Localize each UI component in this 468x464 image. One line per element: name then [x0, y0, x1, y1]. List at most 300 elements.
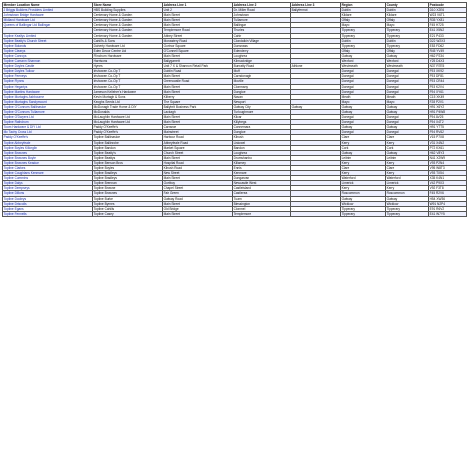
table-cell[interactable]: F94 X4T2: [429, 120, 467, 125]
table-cell[interactable]: Donegal: [341, 84, 386, 89]
table-cell[interactable]: Tipperary: [341, 211, 386, 216]
table-cell[interactable]: Topline Boyles Killorglin: [3, 145, 93, 150]
table-cell[interactable]: Galway: [341, 104, 386, 109]
table-cell[interactable]: Centenary Home & Garden: [93, 18, 163, 23]
table-cell[interactable]: Doherty Hardware Ltd: [93, 43, 163, 48]
table-cell[interactable]: Flinchurn Hardware: [93, 53, 163, 58]
table-cell[interactable]: Topline Beatty's: [93, 150, 163, 155]
table-cell[interactable]: Offaly: [386, 18, 429, 23]
table-cell[interactable]: Westmeath: [386, 64, 429, 69]
table-cell[interactable]: Kerry: [341, 160, 386, 165]
table-cell[interactable]: Wexford: [386, 59, 429, 64]
table-cell[interactable]: Abbeyfeale Road: [163, 140, 233, 145]
table-cell[interactable]: Main Street: [163, 201, 233, 206]
table-cell[interactable]: Topline Conroys: [3, 53, 93, 58]
table-cell[interactable]: Topline Brownes: [93, 191, 163, 196]
table-cell[interactable]: Irishowen Co-Op T: [93, 84, 163, 89]
table-cell[interactable]: O'Connell Square: [163, 48, 233, 53]
table-cell[interactable]: Meath: [386, 94, 429, 99]
table-cell[interactable]: Topline Murtaghs Sandymount: [3, 99, 93, 104]
table-cell[interactable]: Topline Doyles Castle: [3, 64, 93, 69]
table-cell[interactable]: F94 AV25: [429, 115, 467, 120]
table-cell[interactable]: H91 X6Y2: [429, 104, 467, 109]
table-cell[interactable]: Kilcar: [233, 115, 291, 120]
table-cell[interactable]: Cork: [341, 145, 386, 150]
table-cell[interactable]: McDonalds: [93, 109, 163, 114]
table-cell[interactable]: Castleisland: [233, 186, 291, 191]
table-cell[interactable]: Topline O'Connors Tullamore: [3, 109, 93, 114]
table-cell[interactable]: Keoghs Seeds Ltd: [93, 99, 163, 104]
table-cell[interactable]: F93 DF81: [429, 74, 467, 79]
table-cell[interactable]: Topline Fennells: [3, 211, 93, 216]
table-cell[interactable]: Topline Martins Hardware: [3, 89, 93, 94]
table-cell[interactable]: Cahill's & Sons: [93, 38, 163, 43]
table-cell[interactable]: Killybegs: [233, 120, 291, 125]
table-cell[interactable]: Centenary Home & Garden: [93, 33, 163, 38]
table-row[interactable]: [3, 211, 467, 216]
table-cell[interactable]: Main Street: [163, 89, 233, 94]
table-cell[interactable]: P72 KX61: [429, 145, 467, 150]
table-cell[interactable]: Topline Bradleys: [93, 171, 163, 176]
table-cell[interactable]: Tipperary: [386, 206, 429, 211]
table-cell[interactable]: Offaly: [341, 48, 386, 53]
table-cell[interactable]: H62 V8Y3: [429, 150, 467, 155]
table-cell[interactable]: Kilrush Road: [163, 166, 233, 171]
table-cell[interactable]: Athlone: [291, 64, 341, 69]
table-cell[interactable]: Galway: [341, 53, 386, 58]
table-cell[interactable]: Toom Hardware & DIY Ltd: [3, 125, 93, 130]
table-cell[interactable]: Waterford: [386, 176, 429, 181]
table-cell[interactable]: Galway: [386, 104, 429, 109]
table-cell[interactable]: Galway: [341, 125, 386, 130]
table-cell[interactable]: Offaly: [386, 48, 429, 53]
table-cell[interactable]: Kilberry: [163, 94, 233, 99]
table-cell[interactable]: Main Street: [163, 13, 233, 18]
table-cell[interactable]: Loughrea: [233, 53, 291, 58]
table-cell[interactable]: Unit 2: [163, 8, 233, 13]
table-cell[interactable]: Eden Decor Centre Ltd: [93, 48, 163, 53]
table-cell[interactable]: Donegal: [386, 69, 429, 74]
table-cell[interactable]: Bandon: [233, 145, 291, 150]
table-cell[interactable]: Topline Burke: [93, 196, 163, 201]
table-cell[interactable]: Gortnor Square: [163, 43, 233, 48]
table-cell[interactable]: Carraroe: [163, 125, 233, 130]
table-cell[interactable]: Moville: [233, 79, 291, 84]
table-cell[interactable]: Donegal: [341, 89, 386, 94]
table-cell[interactable]: Topline Beatty's Church Street: [3, 38, 93, 43]
table-cell[interactable]: Wicklow: [386, 201, 429, 206]
table-cell[interactable]: Wexford: [341, 59, 386, 64]
table-cell[interactable]: Topline Boyles: [93, 166, 163, 171]
table-cell[interactable]: Topline O'Connors Ballinasloe: [3, 104, 93, 109]
table-cell[interactable]: Dublin: [341, 8, 386, 13]
column-header: County: [386, 3, 429, 8]
table-cell[interactable]: H91 Y7T5: [429, 125, 467, 130]
table-cell[interactable]: Wicklow: [341, 201, 386, 206]
table-cell[interactable]: Donegal: [341, 120, 386, 125]
table-cell[interactable]: Cahir: [233, 33, 291, 38]
table-cell[interactable]: Topline Bolands: [3, 43, 93, 48]
table-cell[interactable]: Tipperary: [386, 28, 429, 33]
table-cell[interactable]: HBS Building Supplies: [93, 8, 163, 13]
table-cell[interactable]: Meath: [341, 94, 386, 99]
table-cell[interactable]: Killarney: [233, 160, 291, 165]
table-cell[interactable]: Jameson Kelleher's Hardware: [93, 89, 163, 94]
table-cell[interactable]: Topline Ballinasloe: [93, 135, 163, 140]
table-cell[interactable]: Centenary Home & Garden: [93, 28, 163, 33]
table-cell[interactable]: Galway City: [233, 104, 291, 109]
table-cell[interactable]: Ballygarrett: [163, 59, 233, 64]
table-cell[interactable]: Thurles: [233, 28, 291, 33]
table-cell[interactable]: Topline Doyles Tullow: [3, 69, 93, 74]
table-cell[interactable]: Tipperary: [341, 33, 386, 38]
table-cell[interactable]: Roscommon: [341, 191, 386, 196]
table-cell[interactable]: Topline Dooleys: [3, 196, 93, 201]
table-cell[interactable]: Tipperary: [341, 43, 386, 48]
table-cell[interactable]: Hynes: [93, 64, 163, 69]
table-cell[interactable]: Main Street: [163, 155, 233, 160]
table-cell[interactable]: Tipperary: [386, 33, 429, 38]
table-cell[interactable]: Topline Keallys Limited: [3, 33, 93, 38]
table-cell[interactable]: Gortboy: [163, 181, 233, 186]
table-cell[interactable]: Galway: [386, 109, 429, 114]
table-cell[interactable]: Centenary Home & Garden: [93, 13, 163, 18]
table-cell[interactable]: Topline Clarkes: [3, 166, 93, 171]
table-cell[interactable]: Topline Rathdrum: [3, 120, 93, 125]
table-cell[interactable]: Main Street: [163, 18, 233, 23]
column-header: Region: [341, 3, 386, 8]
table-cell[interactable]: Mayo: [386, 23, 429, 28]
table-cell[interactable]: Main Street: [163, 84, 233, 89]
table-cell[interactable]: Galway: [291, 104, 341, 109]
table-cell[interactable]: F45 H725: [429, 23, 467, 28]
column-header: Store Name: [93, 3, 163, 8]
table-cell[interactable]: X35 K4N1: [429, 176, 467, 181]
table-cell[interactable]: Topline Bandon: [93, 145, 163, 150]
table-cell[interactable]: E91 R6V2: [429, 206, 467, 211]
table-cell[interactable]: Tipperary: [341, 206, 386, 211]
table-cell[interactable]: V31 X4N2: [429, 140, 467, 145]
table-cell[interactable]: Topline Clearys: [3, 48, 93, 53]
table-cell[interactable]: Monastery Road: [163, 38, 233, 43]
table-cell[interactable]: Topline Brennan: [93, 181, 163, 186]
table-cell[interactable]: Queens of Ballingar Ltd Ballingar: [3, 23, 93, 28]
table-cell[interactable]: Drumshanbo: [233, 155, 291, 160]
table-cell[interactable]: Listowel: [233, 140, 291, 145]
table-cell[interactable]: Topline Coughlans Kenmare: [3, 171, 93, 176]
table-cell[interactable]: V93 P2N4: [429, 160, 467, 165]
table-cell[interactable]: Topline Driscolls: [3, 201, 93, 206]
table-cell[interactable]: Main Street: [163, 23, 233, 28]
table-cell[interactable]: Tipperary: [386, 43, 429, 48]
table-cell[interactable]: Turloughmore: [233, 109, 291, 114]
table-cell[interactable]: Donegal: [386, 130, 429, 135]
table-cell[interactable]: Market Square: [163, 145, 233, 150]
table-cell[interactable]: Donegal: [341, 79, 386, 84]
table-cell[interactable]: V42 P9X3: [429, 181, 467, 186]
table-cell[interactable]: Topline Dillons: [3, 191, 93, 196]
table-cell[interactable]: Irishowen Co-Op T: [93, 69, 163, 74]
table-cell[interactable]: Topline Cahills: [93, 206, 163, 211]
table-cell[interactable]: F94 RV62: [429, 130, 467, 135]
table-cell[interactable]: Muff: [233, 69, 291, 74]
table-cell[interactable]: Newcastle West: [233, 181, 291, 186]
column-header: Member Location Name: [3, 3, 93, 8]
table-cell[interactable]: Topline Hegartys: [3, 84, 93, 89]
table-cell[interactable]: Topline Cumann Shannon: [3, 59, 93, 64]
table-cell[interactable]: Topline Abbeyfeale: [3, 140, 93, 145]
table-cell[interactable]: Dublin: [386, 38, 429, 43]
table-cell[interactable]: Topline O'Dwyers Ltd: [3, 115, 93, 120]
table-cell[interactable]: Donegal: [341, 115, 386, 120]
table-cell[interactable]: Galway: [341, 196, 386, 201]
table-cell[interactable]: Templemore: [233, 211, 291, 216]
table-cell[interactable]: Westmeath: [341, 64, 386, 69]
table-cell[interactable]: Paddy O'Keeffe's: [93, 125, 163, 130]
table-cell[interactable]: Topline Bradleys: [93, 176, 163, 181]
table-cell[interactable]: E41 X5N2: [429, 28, 467, 33]
table-cell[interactable]: R45 YV49: [429, 48, 467, 53]
table-cell[interactable]: V15 P7X8: [429, 135, 467, 140]
column-header: Address Line 2: [233, 3, 291, 8]
table-cell[interactable]: Hospital Road: [163, 160, 233, 165]
table-cell[interactable]: Abbey Street: [163, 33, 233, 38]
table-cell[interactable]: Mayo: [341, 99, 386, 104]
table-cell[interactable]: Kerry: [341, 140, 386, 145]
table-cell[interactable]: Mayo: [386, 99, 429, 104]
table-cell[interactable]: Galway: [386, 150, 429, 155]
table-cell[interactable]: Kerry: [341, 186, 386, 191]
table-cell[interactable]: D22 W2X3: [429, 38, 467, 43]
table-cell[interactable]: H62 P234: [429, 53, 467, 58]
table-cell[interactable]: Galway Road: [163, 196, 233, 201]
table-cell[interactable]: F93 CR44: [429, 79, 467, 84]
table-cell[interactable]: Church Street: [163, 150, 233, 155]
table-cell[interactable]: Fair Green: [163, 191, 233, 196]
table-cell[interactable]: Loughrea: [233, 150, 291, 155]
table-cell[interactable]: Donegal: [386, 115, 429, 120]
table-cell[interactable]: Waterford: [341, 176, 386, 181]
table-cell[interactable]: H91 P4W8: [429, 109, 467, 114]
table-cell[interactable]: Topline Beattys: [93, 155, 163, 160]
table-cell[interactable]: Ballingar: [233, 23, 291, 28]
table-cell[interactable]: Topline Browne: [93, 186, 163, 191]
table-cell[interactable]: Mayo: [341, 23, 386, 28]
table-cell[interactable]: Ennis: [233, 166, 291, 171]
column-header: Address Line 3: [291, 3, 341, 8]
table-cell[interactable]: W91 N2P4: [429, 201, 467, 206]
table-cell[interactable]: Kilmuckridge: [233, 59, 291, 64]
table-cell[interactable]: Kenmare: [233, 171, 291, 176]
table-cell[interactable]: Newport: [233, 99, 291, 104]
table-cell[interactable]: Main Street: [163, 53, 233, 58]
table-cell[interactable]: Lackagh: [163, 109, 233, 114]
table-cell[interactable]: Cork: [386, 145, 429, 150]
table-cell[interactable]: Topline Dempseys: [3, 186, 93, 191]
table-cell[interactable]: Topline Murtaghs Ashbourne: [3, 94, 93, 99]
table-cell[interactable]: E53 FD62: [429, 43, 467, 48]
table-cell[interactable]: Topline Brownes Boyle: [3, 155, 93, 160]
table-cell[interactable]: Dungarvan: [233, 176, 291, 181]
table-cell[interactable]: N37 R7E5: [429, 64, 467, 69]
table-cell[interactable]: Clonmel: [233, 206, 291, 211]
table-cell[interactable]: Topline Byrnes: [93, 201, 163, 206]
table-cell[interactable]: H54 XW36: [429, 196, 467, 201]
table-cell[interactable]: Kerry: [386, 186, 429, 191]
table-cell[interactable]: McLaughlin Hardware Ltd: [93, 115, 163, 120]
table-cell[interactable]: J Briggs Builders Providers Limited: [3, 8, 93, 13]
table-cell[interactable]: Topline Ballinrobe: [93, 140, 163, 145]
table-cell[interactable]: D10 X2E6: [429, 8, 467, 13]
table-cell[interactable]: Topline Egans: [3, 206, 93, 211]
table-cell[interactable]: Tipperary: [386, 211, 429, 216]
table-cell[interactable]: Galway: [341, 150, 386, 155]
table-cell[interactable]: Main Street: [163, 176, 233, 181]
table-cell[interactable]: F94 XY61: [429, 89, 467, 94]
table-cell[interactable]: Kildare: [341, 13, 386, 18]
table-cell[interactable]: Tuam: [233, 196, 291, 201]
table-cell[interactable]: Irishowen Co-Op T: [93, 79, 163, 84]
table-cell[interactable]: Dungloe: [233, 130, 291, 135]
table-cell[interactable]: F93 XK92: [429, 69, 467, 74]
table-cell[interactable]: V92 F3T8: [429, 186, 467, 191]
table-cell[interactable]: Carndonagh: [233, 74, 291, 79]
table-cell[interactable]: Dungloe: [233, 89, 291, 94]
table-cell[interactable]: W23 V6T1: [429, 13, 467, 18]
table-cell[interactable]: Unit 7 X & Shannon Retail Park: [163, 64, 233, 69]
table-cell[interactable]: Offaly: [341, 18, 386, 23]
table-cell[interactable]: Clondalkin Village: [233, 38, 291, 43]
table-cell[interactable]: Dunsnass: [233, 43, 291, 48]
table-cell[interactable]: Blessington: [233, 201, 291, 206]
table-cell[interactable]: Topline Brownes: [3, 150, 93, 155]
table-cell[interactable]: Clare: [386, 166, 429, 171]
table-cell[interactable]: Johnstown: [233, 13, 291, 18]
table-cell[interactable]: Clonmany: [233, 84, 291, 89]
table-cell[interactable]: R35 YX81: [429, 18, 467, 23]
table-cell[interactable]: Chapel Street: [163, 186, 233, 191]
table-cell[interactable]: F45 R2V6: [429, 191, 467, 196]
table-cell[interactable]: Topline Brownes Keadue: [3, 160, 93, 165]
table-cell[interactable]: Centenary Home & Garden: [93, 23, 163, 28]
table-cell[interactable]: Donegal: [386, 79, 429, 84]
table-cell[interactable]: Ballyfermot: [291, 8, 341, 13]
table-cell[interactable]: Paddy O'Keeffe's: [93, 130, 163, 135]
table-cell[interactable]: Main Street: [163, 211, 233, 216]
table-cell[interactable]: Y25 D4X3: [429, 59, 467, 64]
table-cell[interactable]: Limerick: [386, 181, 429, 186]
table-cell[interactable]: Main Street: [163, 120, 233, 125]
table-cell[interactable]: Limerick: [341, 181, 386, 186]
table-cell[interactable]: Edenderry: [233, 48, 291, 53]
table-cell[interactable]: [291, 211, 341, 216]
table-cell[interactable]: Midland Hardware Ltd: [3, 18, 93, 23]
column-header: Postcode: [429, 3, 467, 8]
table-cell[interactable]: Donegal: [386, 84, 429, 89]
table-cell[interactable]: Old Bridge: [163, 206, 233, 211]
table-cell[interactable]: Kerry: [386, 140, 429, 145]
table-cell[interactable]: Bunratty Road: [233, 64, 291, 69]
spreadsheet-table: [2, 2, 467, 217]
table-cell[interactable]: Topline Cummins: [3, 176, 93, 181]
table-cell[interactable]: Galway: [386, 196, 429, 201]
table-cell[interactable]: Roscommon: [386, 191, 429, 196]
table-cell[interactable]: Ballybrit Business Park: [163, 104, 233, 109]
table-cell[interactable]: Castlerea: [233, 191, 291, 196]
table-cell[interactable]: Tipperary: [341, 28, 386, 33]
table-cell[interactable]: Leitrim: [341, 155, 386, 160]
table-cell[interactable]: Kevin Murtagh & Sons: [93, 94, 163, 99]
table-cell[interactable]: Topline Casey: [93, 211, 163, 216]
table-cell[interactable]: Templemore Road: [163, 28, 233, 33]
table-cell[interactable]: V93 TX54: [429, 171, 467, 176]
table-cell[interactable]: Topline Flynns: [3, 79, 93, 84]
table-cell[interactable]: Greencastle Road: [163, 79, 233, 84]
table-cell[interactable]: Dublin Road: [163, 69, 233, 74]
table-cell[interactable]: Galway: [386, 53, 429, 58]
table-cell[interactable]: Johnstown Bridge Hardware: [3, 13, 93, 18]
table-cell[interactable]: Main Street: [163, 115, 233, 120]
table-cell[interactable]: Donegal: [341, 130, 386, 135]
table-cell[interactable]: E21 P433: [429, 33, 467, 38]
table-cell[interactable]: New Street: [163, 171, 233, 176]
table-cell[interactable]: Galway: [341, 109, 386, 114]
table-cell[interactable]: Mc Tachy Cross Ltd: [3, 130, 93, 135]
table-cell[interactable]: Kerry: [386, 171, 429, 176]
table-cell[interactable]: F28 P2V1: [429, 99, 467, 104]
table-cell[interactable]: Kildare: [386, 13, 429, 18]
table-cell[interactable]: N41 X2W9: [429, 155, 467, 160]
table-cell[interactable]: Clare: [341, 135, 386, 140]
table-cell[interactable]: Donegal: [386, 120, 429, 125]
table-cell[interactable]: Donegal: [341, 74, 386, 79]
table-cell[interactable]: E41 W7Y5: [429, 211, 467, 216]
table-cell[interactable]: Leitrim: [386, 155, 429, 160]
table-cell[interactable]: Clare: [386, 135, 429, 140]
table-cell[interactable]: Kerry: [341, 171, 386, 176]
table-cell[interactable]: Donegal: [386, 89, 429, 94]
table-cell[interactable]: Dublin: [386, 8, 429, 13]
table-cell[interactable]: Clare: [341, 166, 386, 171]
table-cell[interactable]: McLaughlin Hardware Ltd: [93, 120, 163, 125]
table-cell[interactable]: Irishowen Co-Op T: [93, 74, 163, 79]
table-cell[interactable]: V95 W8T3: [429, 166, 467, 171]
table-cell[interactable]: Harrisons: [93, 59, 163, 64]
table-cell[interactable]: Tullamore: [233, 18, 291, 23]
table-cell[interactable]: C15 XK49: [429, 94, 467, 99]
table-cell[interactable]: Mainstreet: [163, 130, 233, 135]
table-body: [3, 8, 467, 217]
table-cell[interactable]: Kilrush: [233, 135, 291, 140]
table-cell[interactable]: Donegal: [341, 69, 386, 74]
table-cell[interactable]: McDonagh Trade Home & DIY: [93, 104, 163, 109]
table-cell[interactable]: Dublin: [341, 38, 386, 43]
table-cell[interactable]: Galway: [386, 125, 429, 130]
table-cell[interactable]: Harbour Road: [163, 135, 233, 140]
table-cell[interactable]: Topline Benson Bros: [93, 160, 163, 165]
table-cell[interactable]: Topline Dalys: [3, 181, 93, 186]
table-cell[interactable]: Main Street: [163, 74, 233, 79]
table-cell[interactable]: Dr. Miller Road: [233, 8, 291, 13]
table-cell[interactable]: Paddy O'Keeffe's: [3, 135, 93, 140]
table-cell[interactable]: Connemara: [233, 125, 291, 130]
table-cell[interactable]: Navan: [233, 94, 291, 99]
table-cell[interactable]: Topline Feeneys: [3, 74, 93, 79]
table-cell[interactable]: F93 K2V4: [429, 84, 467, 89]
table-cell[interactable]: Donegal: [386, 74, 429, 79]
table-cell[interactable]: Kerry: [386, 160, 429, 165]
table-cell[interactable]: The Square: [163, 99, 233, 104]
